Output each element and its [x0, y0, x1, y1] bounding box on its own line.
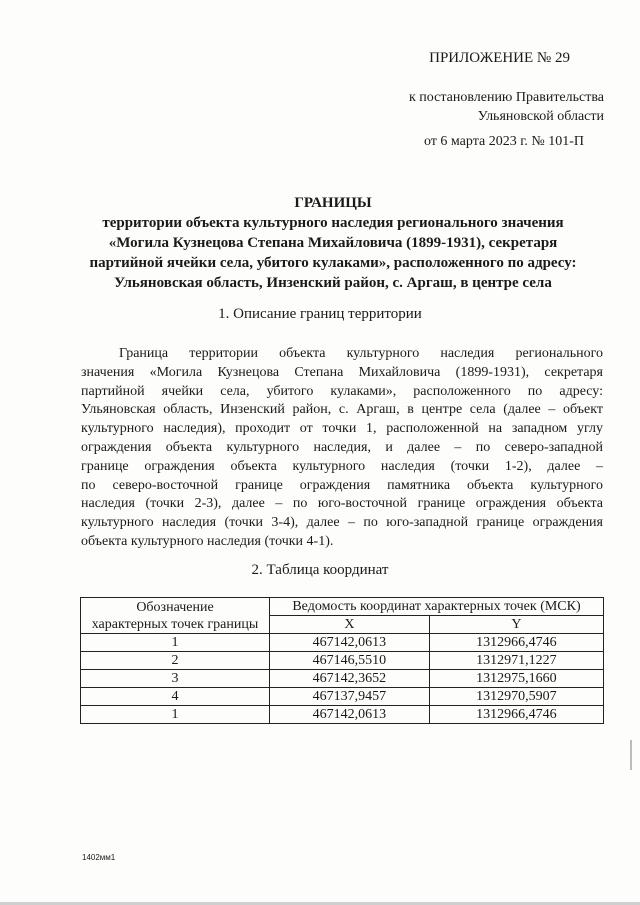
x-coordinate: 467142,3652	[270, 670, 430, 688]
table-row	[81, 634, 604, 652]
point-number: 1	[81, 706, 270, 724]
point-header-line-2: характерных точек границы	[91, 616, 259, 632]
y-coordinate: 1312971,1227	[429, 652, 603, 670]
description-line: Ульяновская область, Инзенский район, с. Аргаш, в центре села (далее – объект	[81, 402, 603, 418]
title-line-1: ГРАНИЦЫ	[294, 195, 372, 211]
description-line: культурного наследия), проходит от точки 1, расположенной на западном углу	[81, 421, 603, 437]
description-line: ограждения объекта культурного наследия, и далее – по северо-западной	[81, 439, 603, 455]
resolution-line-1: к постановлению Правительства	[408, 90, 604, 105]
title-line-4: партийной ячейки села, убитого кулаками», расположенного по адресу:	[89, 255, 577, 271]
description-line: партийной ячейки села, убитого кулаками», расположенного по адресу:	[81, 383, 603, 399]
description-line: по северо-восточной границе ограждения памятника объекта культурного	[81, 477, 603, 493]
title-line-2: территории объекта культурного наследия регионального значения	[102, 215, 564, 231]
title-line-5: Ульяновская область, Инзенский район, с. Аргаш, в центре села	[114, 275, 552, 291]
scan-margin-mark	[630, 740, 632, 770]
description-line: границе ограждения объекта культурного наследия (точки 1-2), далее –	[81, 458, 603, 474]
coordinates-group-header: Ведомость координат характерных точек (МСК)	[270, 598, 604, 616]
point-number: 1	[81, 634, 270, 652]
document-title	[40, 193, 626, 293]
resolution-date: от 6 марта 2023 г. № 101-П	[423, 134, 584, 149]
x-column-header: X	[270, 616, 430, 634]
x-coordinate: 467142,0613	[270, 634, 430, 652]
y-coordinate: 1312970,5907	[429, 688, 603, 706]
x-coordinate: 467137,9457	[270, 688, 430, 706]
point-number: 4	[81, 688, 270, 706]
y-column-header: Y	[429, 616, 603, 634]
table-row	[81, 652, 604, 670]
document-code: 1402мм1	[82, 853, 116, 862]
resolution-line-2: Ульяновской области	[477, 109, 604, 124]
table-row	[81, 670, 604, 688]
resolution-reference	[409, 88, 604, 126]
description-line: объекта культурного наследия (точки 4-1).	[81, 533, 334, 549]
table-row	[81, 706, 604, 724]
coordinates-table	[80, 597, 604, 724]
section-2-heading: 2. Таблица координат	[251, 562, 389, 578]
point-designation-header	[81, 598, 270, 634]
description-line: Граница территории объекта культурного наследия регионального	[119, 346, 603, 361]
x-coordinate: 467142,0613	[270, 706, 430, 724]
y-coordinate: 1312966,4746	[429, 634, 603, 652]
description-line: наследия (точки 2-3), далее – по юго-восточной границе ограждения объекта	[81, 496, 603, 512]
table-row	[81, 688, 604, 706]
point-header-line-1: Обозначение	[136, 599, 214, 615]
description-line: культурного наследия (точки 3-4), далее – по юго-западной границе ограждения	[81, 515, 603, 531]
y-coordinate: 1312966,4746	[429, 706, 603, 724]
section-1-heading: 1. Описание границ территории	[218, 306, 422, 322]
y-coordinate: 1312975,1660	[429, 670, 603, 688]
title-line-3: «Могила Кузнецова Степана Михайловича (1899-1931), секретаря	[108, 235, 558, 251]
point-number: 2	[81, 652, 270, 670]
x-coordinate: 467146,5510	[270, 652, 430, 670]
appendix-number: ПРИЛОЖЕНИЕ № 29	[429, 50, 570, 66]
boundary-description	[81, 345, 603, 552]
description-line: значения «Могила Кузнецова Степана Михайловича (1899-1931), секретаря	[81, 364, 603, 380]
point-number: 3	[81, 670, 270, 688]
